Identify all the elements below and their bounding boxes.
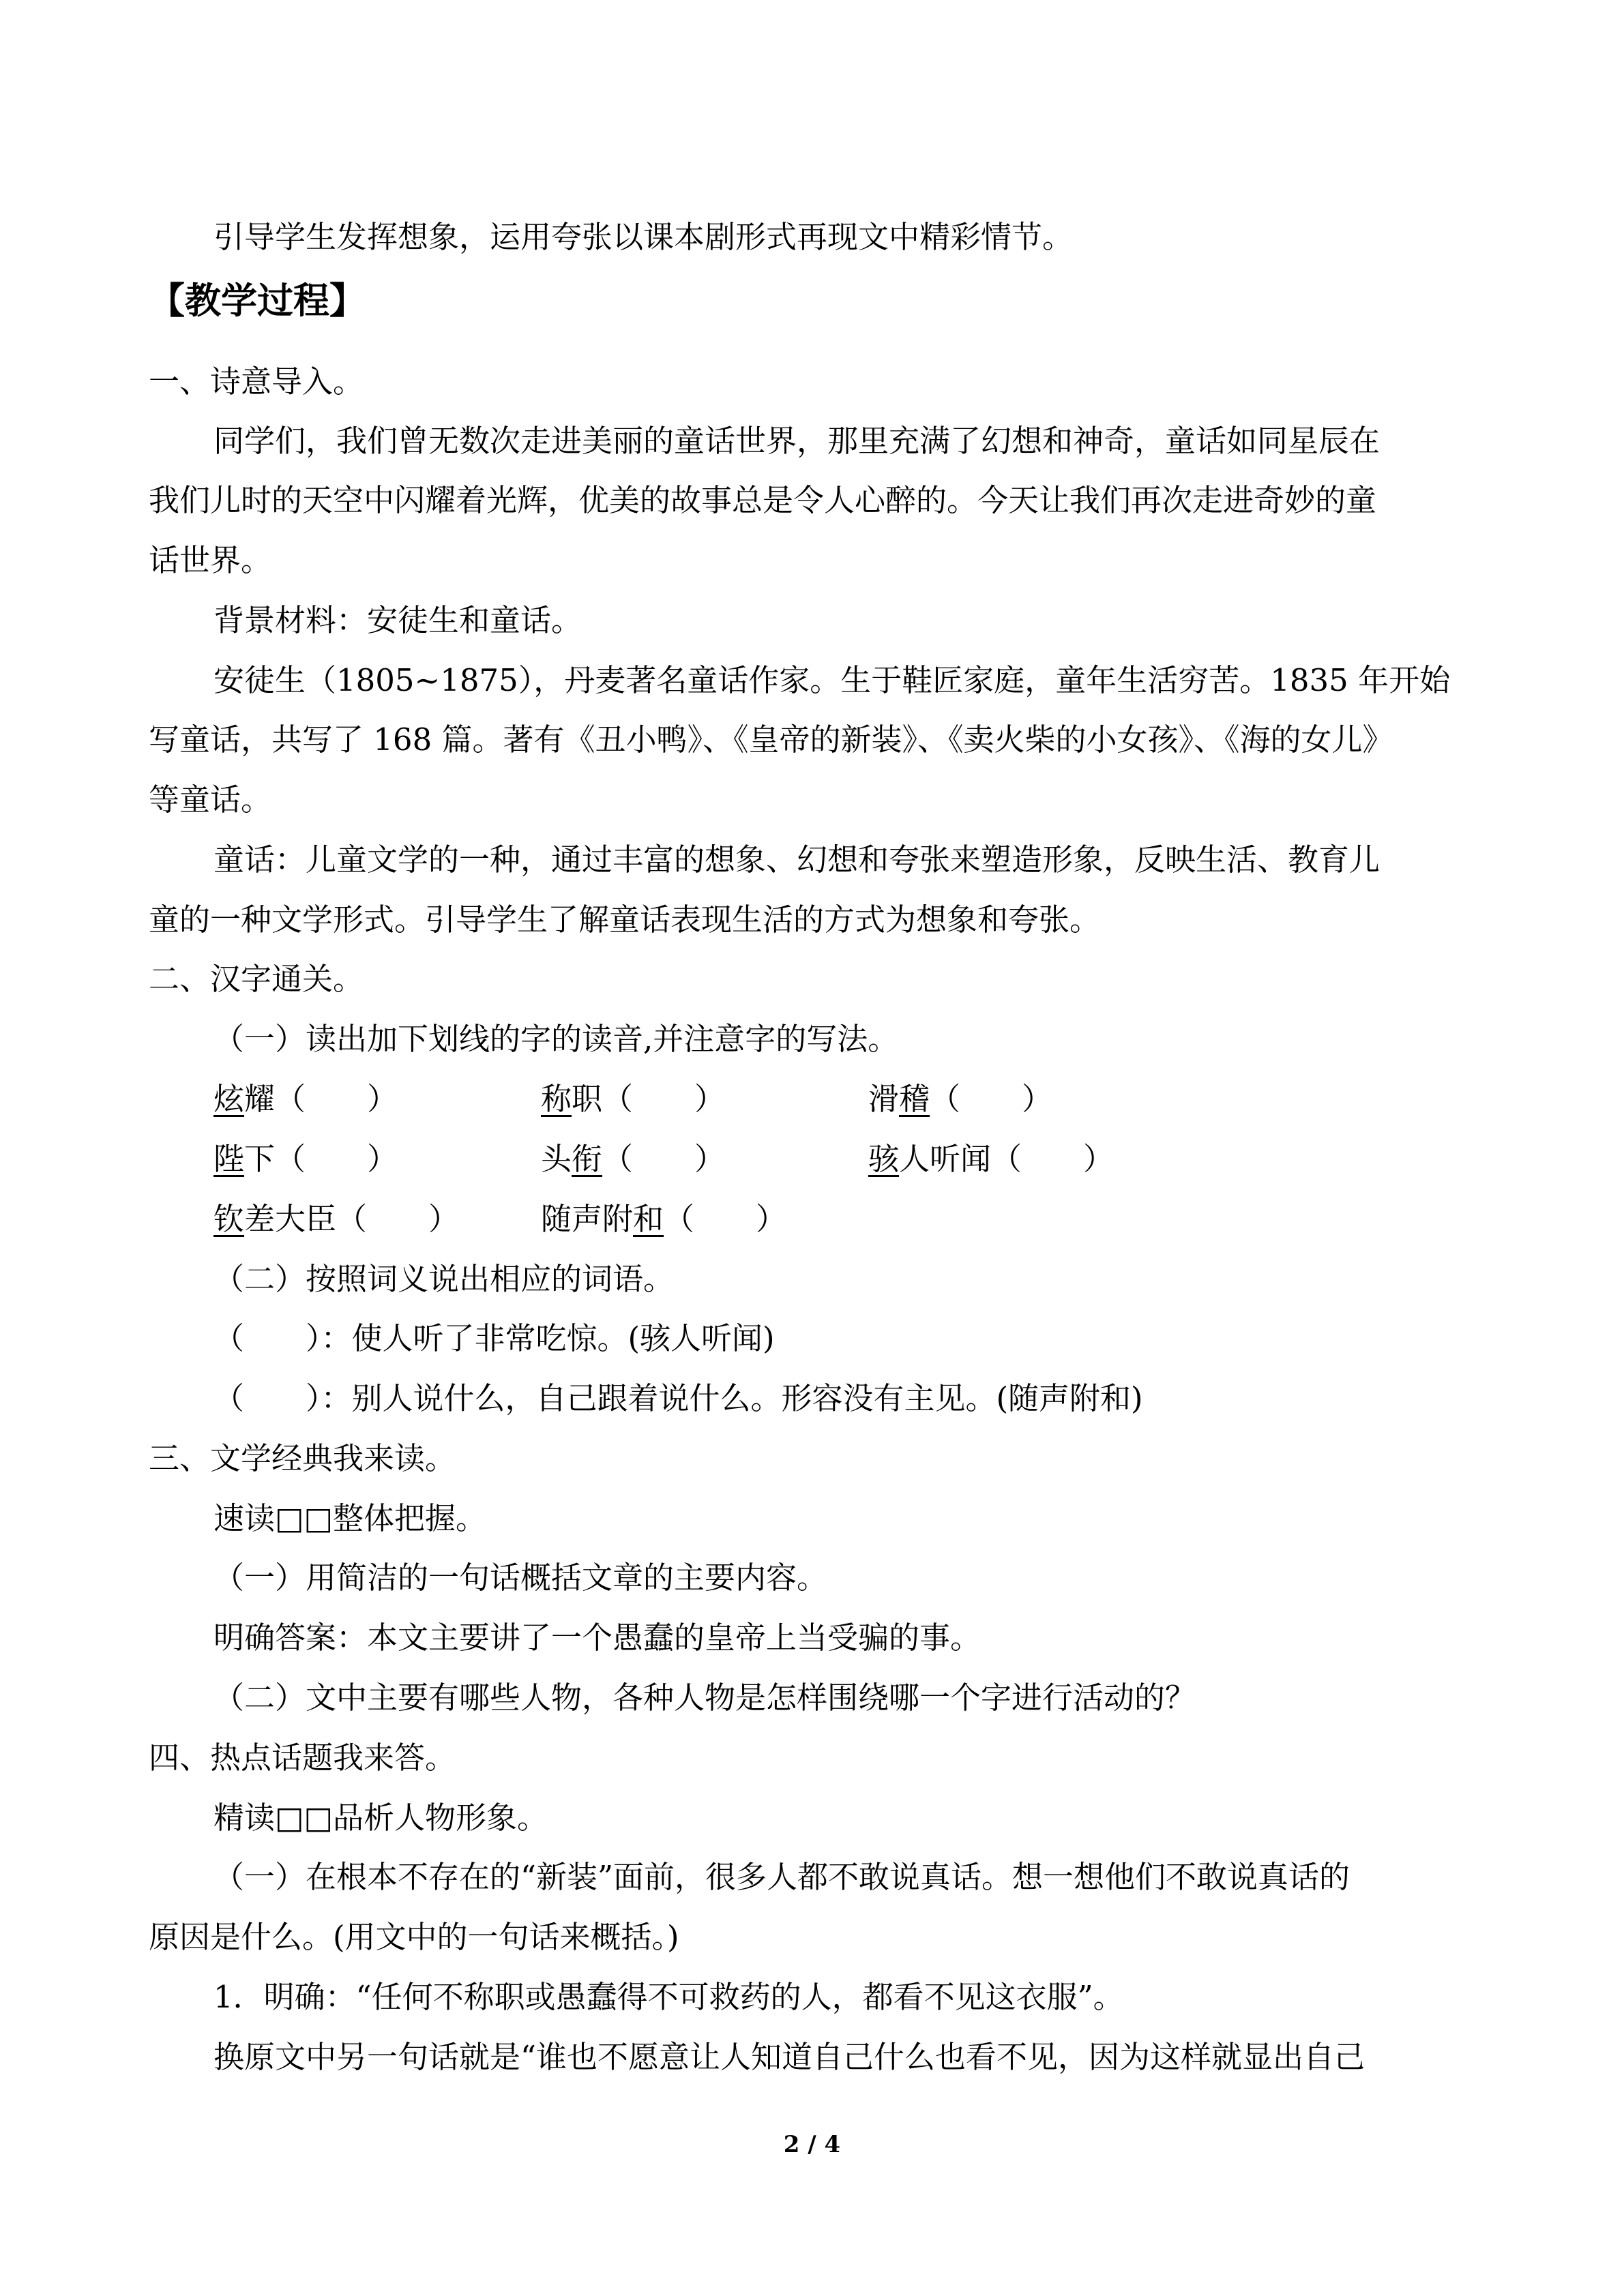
s1-p3-line2: 写童话，共写了 168 篇。著有《丑小鸭》、《皇帝的新装》、《卖火柴的小女孩》、《海的女儿》 [149,721,1393,758]
s4-l3: 1．明确：“任何不称职或愚蠢得不可救药的人，都看不见这衣服”。 [213,1979,1124,2015]
s4-title: 四、热点话题我来答。 [149,1740,456,1776]
underlined-char: 骇 [868,1141,900,1177]
underlined-char: 陛 [213,1141,245,1177]
s3-title: 三、文学经典我来读。 [149,1440,456,1476]
word-item: 骇人听闻（ ） [868,1141,1114,1177]
underlined-char: 和 [633,1201,664,1237]
s3-l4: （二）文中主要有哪些人物，各种人物是怎样围绕哪一个字进行活动的？ [213,1680,1196,1716]
underlined-char: 钦 [213,1201,245,1237]
underlined-char: 稽 [899,1081,930,1117]
word-item: 钦差大臣（ ） [213,1201,460,1237]
s2-q2: （ ）：别人说什么，自己跟着说什么。形容没有主见。(随声附和) [213,1380,1143,1416]
s3-l2: （一）用简洁的一句话概括文章的主要内容。 [213,1560,828,1596]
section-heading: 【教学过程】 [149,280,366,322]
word-item: 头衔（ ） [541,1141,726,1177]
word-item: 炫耀（ ） [213,1081,398,1117]
s1-title: 一、诗意导入。 [149,363,364,400]
s2-title: 二、汉字通关。 [149,961,364,997]
s1-p4-line2: 童的一种文学形式。引导学生了解童话表现生活的方式为想象和夸张。 [149,901,1101,938]
s1-p1-line3: 话世界。 [149,542,272,578]
s3-l1: 速读□□整体把握。 [213,1500,487,1536]
s4-l1: 精读□□品析人物形象。 [213,1800,548,1836]
s3-l3: 明确答案：本文主要讲了一个愚蠢的皇帝上当受骗的事。 [213,1620,981,1656]
s1-p4-line1: 童话：儿童文学的一种，通过丰富的想象、幻想和夸张来塑造形象，反映生活、教育儿 [213,841,1381,878]
word-item: 陛下（ ） [213,1141,398,1177]
s1-p3-line1: 安徒生（1805~1875），丹麦著名童话作家。生于鞋匠家庭，童年生活穷苦。1835 年开始 [213,662,1451,698]
word-item: 滑稽（ ） [868,1081,1053,1117]
s4-l2-line2: 原因是什么。(用文中的一句话来概括。) [149,1919,679,1955]
page-number: 2 / 4 [783,2131,841,2158]
word-item: 称职（ ） [541,1081,726,1117]
s1-p3-line3: 等童话。 [149,781,272,818]
s2-sub1: （一）读出加下划线的字的读音,并注意字的写法。 [213,1021,899,1057]
underlined-char: 炫 [213,1081,245,1117]
s1-p1-line2: 我们儿时的天空中闪耀着光辉，优美的故事总是令人心醉的。今天让我们再次走进奇妙的童 [149,482,1377,518]
s1-p1-line1: 同学们，我们曾无数次走进美丽的童话世界，那里充满了幻想和神奇，童话如同星辰在 [213,423,1381,459]
s4-l2-line1: （一）在根本不存在的“新装”面前，很多人都不敢说真话。想一想他们不敢说真话的 [213,1859,1350,1895]
s2-q1: （ ）：使人听了非常吃惊。(骇人听闻) [213,1320,775,1356]
word-item: 随声附和（ ） [541,1201,787,1237]
s2-sub2: （二）按照词义说出相应的词语。 [213,1261,675,1297]
s4-l4: 换原文中另一句话就是“谁也不愿意让人知道自己什么也看不见，因为这样就显出自己 [213,2039,1365,2075]
underlined-char: 称 [541,1081,572,1117]
underlined-char: 衔 [572,1141,603,1177]
intro-line: 引导学生发挥想象，运用夸张以课本剧形式再现文中精彩情节。 [213,219,1074,255]
s1-p2: 背景材料：安徒生和童话。 [213,602,582,638]
